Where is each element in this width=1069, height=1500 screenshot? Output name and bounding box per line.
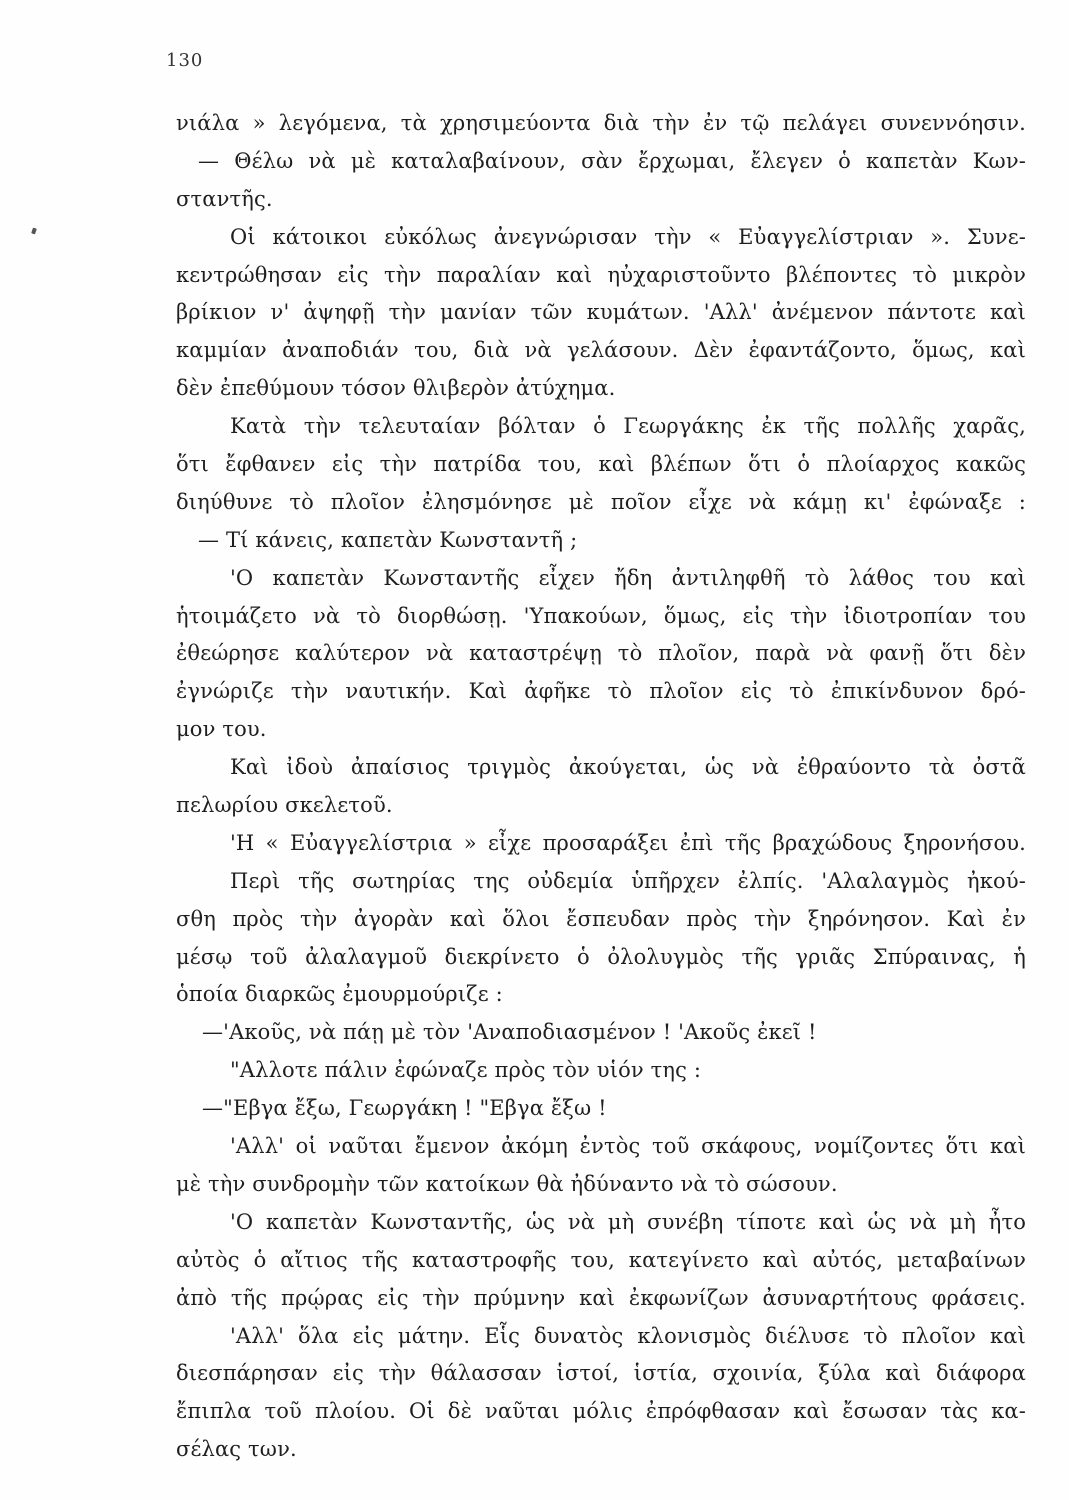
body-text [176,105,1026,1469]
text-line: δὲν ἐπεθύμουν τόσον θλιβερὸν ἀτύχημα. [176,376,616,401]
text-line: Καὶ ἰδοὺ ἀπαίσιος τριγμὸς ἀκούγεται, ὡς νὰ ἐθραύοντο τὰ ὀστᾶ [230,755,1026,780]
text-line: ὅτι ἔφθανεν εἰς τὴν πατρίδα του, καὶ βλέπων ὅτι ὁ πλοίαρχος κακῶς [176,452,1026,477]
text-line: ἐγνώριζε τὴν ναυτικήν. Καὶ ἀφῆκε τὸ πλοῖον εἰς τὸ ἐπικίνδυνον δρό- [176,679,1026,704]
text-line: ἡτοιμάζετο νὰ τὸ διορθώσῃ. 'Υπακούων, ὅμως, εἰς τὴν ἰδιοτροπίαν του [176,603,1026,628]
text-line: — Θέλω νὰ μὲ καταλαβαίνουν, σὰν ἔρχωμαι, ἔλεγεν ὁ καπετὰν Κων- [198,148,1026,173]
text-line: κεντρώθησαν εἰς τὴν παραλίαν καὶ ηὐχαριστοῦντο βλέποντες τὸ μικρὸν [176,262,1026,287]
text-line: 'Η « Εὐαγγελίστρια » εἶχε προσαράξει ἐπὶ τῆς βραχώδους ξηρονήσου. [230,830,1026,855]
text-line: μέσῳ τοῦ ἀλαλαγμοῦ διεκρίνετο ὁ ὀλολυγμὸς τῆς γριᾶς Σπύραινας, ἡ [176,944,1026,969]
margin-ink-mark [31,227,37,234]
text-line: σέλας των. [176,1437,297,1462]
text-line: —"Εβγα ἔξω, Γεωργάκη ! "Εβγα ἔξω ! [202,1096,607,1121]
text-line: 'Αλλ' οἱ ναῦται ἔμενον ἀκόμη ἐντὸς τοῦ σκάφους, νομίζοντες ὅτι καὶ [230,1134,1026,1159]
text-line: Οἱ κάτοικοι εὐκόλως ἀνεγνώρισαν τὴν « Εὐαγγελίστριαν ». Συνε- [230,224,1026,249]
text-line: Κατὰ τὴν τελευταίαν βόλταν ὁ Γεωργάκης ἐκ τῆς πολλῆς χαρᾶς, [230,414,1026,439]
text-line: 'Ο καπετὰν Κωνσταντῆς, ὡς νὰ μὴ συνέβη τίποτε καὶ ὡς νὰ μὴ ἦτο [230,1209,1026,1234]
text-line: καμμίαν ἀναποδιάν του, διὰ νὰ γελάσουν. Δὲν ἐφαντάζοντο, ὅμως, καὶ [176,338,1026,363]
text-line: βρίκιον ν' ἀψηφῇ τὴν μανίαν τῶν κυμάτων. 'Αλλ' ἀνέμενον πάντοτε καὶ [176,300,1026,325]
text-line: αὐτὸς ὁ αἴτιος τῆς καταστροφῆς του, κατεγίνετο καὶ αὐτός, μεταβαίνων [176,1247,1026,1272]
text-line: Περὶ τῆς σωτηρίας της οὐδεμία ὑπῆρχεν ἐλπίς. 'Αλαλαγμὸς ἠκού- [230,868,1026,893]
text-line: πελωρίου σκελετοῦ. [176,793,393,818]
text-line: διηύθυνε τὸ πλοῖον ἐλησμόνησε μὲ ποῖον εἶχε νὰ κάμῃ κι' ἐφώναξε : [176,489,1026,514]
text-line: ἔπιπλα τοῦ πλοίου. Οἱ δὲ ναῦται μόλις ἐπρόφθασαν καὶ ἔσωσαν τὰς κα- [176,1399,1026,1424]
text-line: μὲ τὴν συνδρομὴν τῶν κατοίκων θὰ ἠδύναντο νὰ τὸ σώσουν. [176,1171,838,1196]
text-line: —'Ακοῦς, νὰ πάῃ μὲ τὸν 'Αναποδιασμένον ! 'Ακοῦς ἐκεῖ ! [202,1020,817,1045]
text-line: 'Αλλ' ὅλα εἰς μάτην. Εἷς δυνατὸς κλονισμὸς διέλυσε τὸ πλοῖον καὶ [230,1323,1026,1348]
text-line: ἀπὸ τῆς πρῴρας εἰς τὴν πρύμνην καὶ ἐκφωνίζων ἀσυναρτήτους φράσεις. [176,1285,1026,1310]
text-line: 'Ο καπετὰν Κωνσταντῆς εἶχεν ἤδη ἀντιληφθῆ τὸ λάθος του καὶ [230,565,1026,590]
text-line: σταντῆς. [176,186,273,211]
text-line: "Αλλοτε πάλιν ἐφώναζε πρὸς τὸν υἱόν της : [230,1058,702,1083]
text-line: μον του. [176,717,267,742]
page-number: 130 [166,50,204,71]
text-line: νιάλα » λεγόμενα, τὰ χρησιμεύοντα διὰ τὴν ἐν τῷ πελάγει συνεννόησιν. [176,111,1026,135]
text-line: — Τί κάνεις, καπετὰν Κωνσταντῆ ; [198,527,578,552]
text-line: σθη πρὸς τὴν ἀγορὰν καὶ ὅλοι ἔσπευδαν πρὸς τὴν ξηρόνησον. Καὶ ἐν [176,906,1026,931]
text-line: ὁποία διαρκῶς ἐμουρμούριζε : [176,982,503,1007]
text-line: διεσπάρησαν εἰς τὴν θάλασσαν ἱστοί, ἱστία, σχοινία, ξύλα καὶ διάφορα [176,1361,1026,1386]
text-line: ἐθεώρησε καλύτερον νὰ καταστρέψῃ τὸ πλοῖον, παρὰ νὰ φανῇ ὅτι δὲν [176,641,1026,666]
